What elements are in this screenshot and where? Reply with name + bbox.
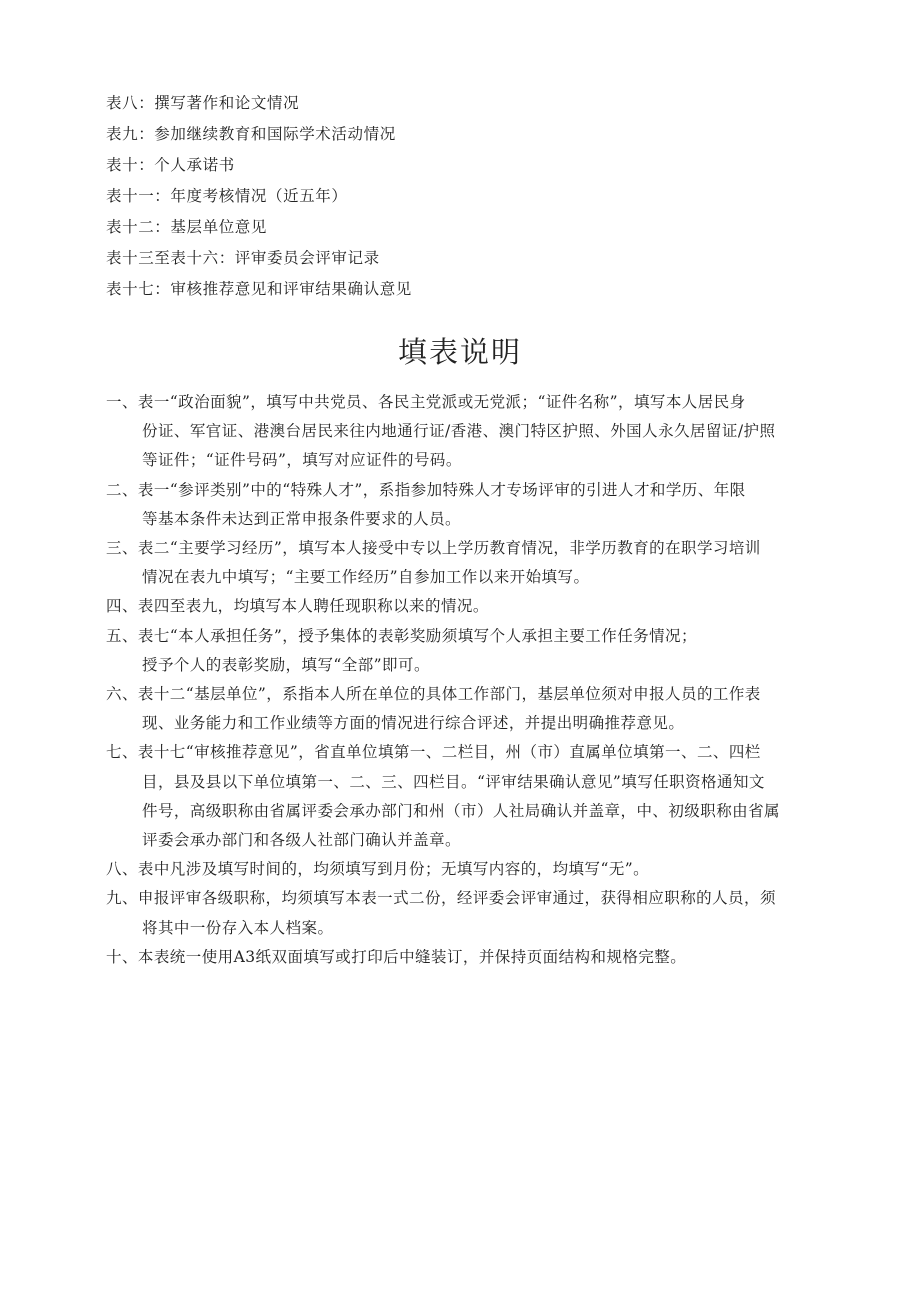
instruction-line: 九、申报评审各级职称，均须填写本表一式二份，经评委会评审通过，获得相应职称的人员，须 [106, 889, 776, 908]
instruction-line: 二、表一“参评类别”中的“特殊人才”，系指参加特殊人才专场评审的引进人才和学历、年限 [106, 480, 746, 499]
instruction-line: 五、表七“本人承担任务”，授予集体的表彰奖励须填写个人承担主要工作任务情况； [106, 626, 697, 645]
instruction-line: 件号，高级职称由省属评委会承办部门和州（市）人社局确认并盖章，中、初级职称由省属 [142, 801, 781, 820]
instruction-item-2 [106, 476, 826, 534]
toc-item-table-9: 表九：参加继续教育和国际学术活动情况 [106, 125, 396, 143]
toc-item-table-17: 表十七：审核推荐意见和评审结果确认意见 [106, 280, 412, 298]
instruction-line: 七、表十七“审核推荐意见”，省直单位填第一、二栏目，州（市）直属单位填第一、二、四栏 [106, 743, 761, 762]
toc-item-table-8: 表八：撰写著作和论文情况 [106, 94, 300, 112]
instruction-line: 三、表二“主要学习经历”，填写本人接受中专以上学历教育情况，非学历教育的在职学习培训 [106, 539, 761, 558]
instruction-item-10 [106, 943, 826, 972]
instruction-item-9 [106, 884, 826, 942]
instruction-item-3 [106, 534, 826, 592]
toc-item-table-10: 表十：个人承诺书 [106, 156, 235, 174]
instruction-line: 目，县及县以下单位填第一、二、三、四栏目。“评审结果确认意见”填写任职资格通知文 [142, 772, 765, 791]
instruction-item-4 [106, 592, 826, 621]
toc-item-table-11: 表十一：年度考核情况（近五年） [106, 187, 348, 205]
instruction-item-7 [106, 738, 826, 855]
instruction-item-8 [106, 855, 826, 884]
instruction-item-6 [106, 680, 826, 738]
instruction-line: 一、表一“政治面貌”，填写中共党员、各民主党派或无党派；“证件名称”，填写本人居民身 [106, 393, 746, 411]
instruction-line: 十、本表统一使用A3纸双面填写或打印后中缝装订，并保持页面结构和规格完整。 [106, 947, 687, 966]
instruction-line: 八、表中凡涉及填写时间的，均须填写到月份；无填写内容的，均填写“无”。 [106, 860, 650, 879]
instruction-line: 六、表十二“基层单位”，系指本人所在单位的具体工作部门，基层单位须对申报人员的工作表 [106, 685, 761, 704]
instruction-line: 情况在表九中填写；“主要工作经历”自参加工作以来开始填写。 [142, 568, 590, 587]
page-title: 填表说明 [397, 335, 522, 369]
instruction-line: 等证件；“证件号码”，填写对应证件的号码。 [142, 451, 462, 470]
instructions-list [106, 388, 826, 972]
toc-item-table-12: 表十二：基层单位意见 [106, 218, 268, 236]
instruction-item-1 [106, 388, 826, 476]
toc-item-table-13-16: 表十三至表十六：评审委员会评审记录 [106, 249, 380, 267]
instruction-line: 现、业务能力和工作业绩等方面的情况进行综合评述，并提出明确推荐意见。 [142, 714, 685, 733]
instruction-line: 授予个人的表彰奖励，填写“全部”即可。 [142, 655, 430, 674]
instruction-line: 份证、军官证、港澳台居民来往内地通行证/香港、澳门特区护照、外国人永久居留证/护照 [142, 422, 776, 441]
instruction-line: 四、表四至表九，均填写本人聘任现职称以来的情况。 [106, 597, 489, 616]
table-of-contents [106, 88, 826, 305]
instruction-line: 将其中一份存入本人档案。 [142, 918, 334, 937]
instruction-line: 等基本条件未达到正常申报条件要求的人员。 [142, 509, 462, 528]
instruction-line: 评委会承办部门和各级人社部门确认并盖章。 [142, 831, 462, 850]
instruction-item-5 [106, 622, 826, 680]
